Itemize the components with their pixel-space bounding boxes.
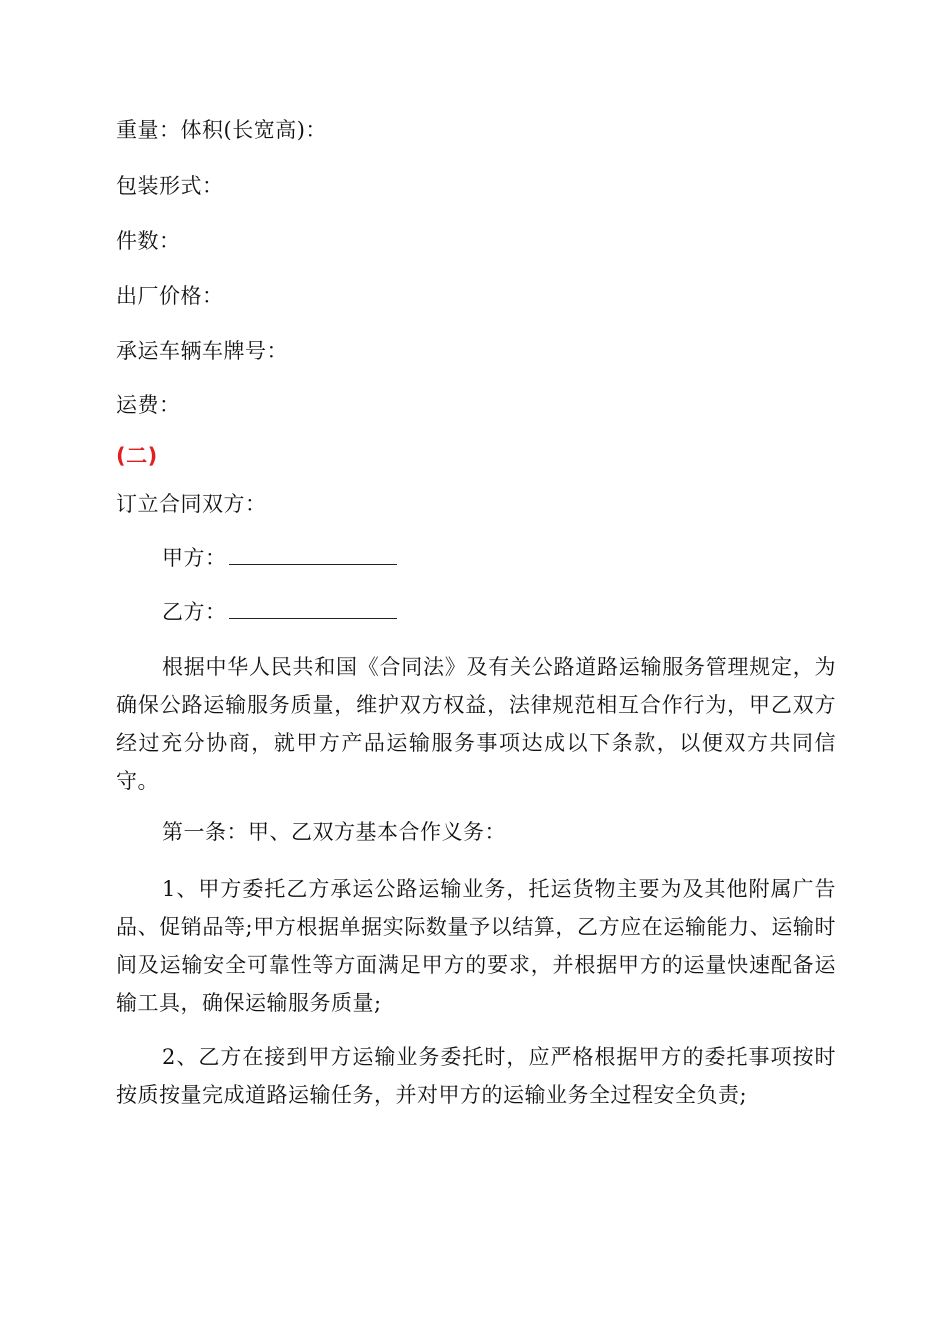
parties-intro: 订立合同双方： xyxy=(116,492,267,516)
party-b-blank[interactable] xyxy=(229,598,397,619)
section-heading: (二) xyxy=(116,444,158,468)
article1-item2: 2、乙方在接到甲方运输业务委托时，应严格根据甲方的委托事项按时按质按量完成道路运输任务，并对甲方的运输业务全过程安全负责; xyxy=(116,1045,836,1107)
field-freight: 运费： xyxy=(116,393,181,417)
party-a-line xyxy=(162,544,397,572)
party-a-label: 甲方： xyxy=(162,546,227,570)
article1-title: 第一条：甲、乙双方基本合作义务： xyxy=(162,820,506,844)
party-b-line xyxy=(162,598,397,626)
field-weight-volume: 重量：体积(长宽高)： xyxy=(116,118,327,142)
preamble-paragraph: 根据中华人民共和国《合同法》及有关公路道路运输服务管理规定，为确保公路运输服务质量，维护双方权益，法律规范相互合作行为，甲乙双方经过充分协商，就甲方产品运输服务事项达成以下条款，以便双方共同信守。 xyxy=(116,655,836,793)
party-b-label: 乙方： xyxy=(162,600,227,624)
field-packaging: 包装形式： xyxy=(116,174,224,198)
field-vehicle-plate: 承运车辆车牌号： xyxy=(116,339,288,363)
field-pieces: 件数： xyxy=(116,229,181,253)
party-a-blank[interactable] xyxy=(229,544,397,565)
field-factory-price: 出厂价格： xyxy=(116,284,224,308)
article1-item1: 1、甲方委托乙方承运公路运输业务，托运货物主要为及其他附属广告品、促销品等;甲方根据单据实际数量予以结算，乙方应在运输能力、运输时间及运输安全可靠性等方面满足甲方的要求，并根据甲方的运量快速配备运输工具，确保运输服务质量; xyxy=(116,877,836,1015)
